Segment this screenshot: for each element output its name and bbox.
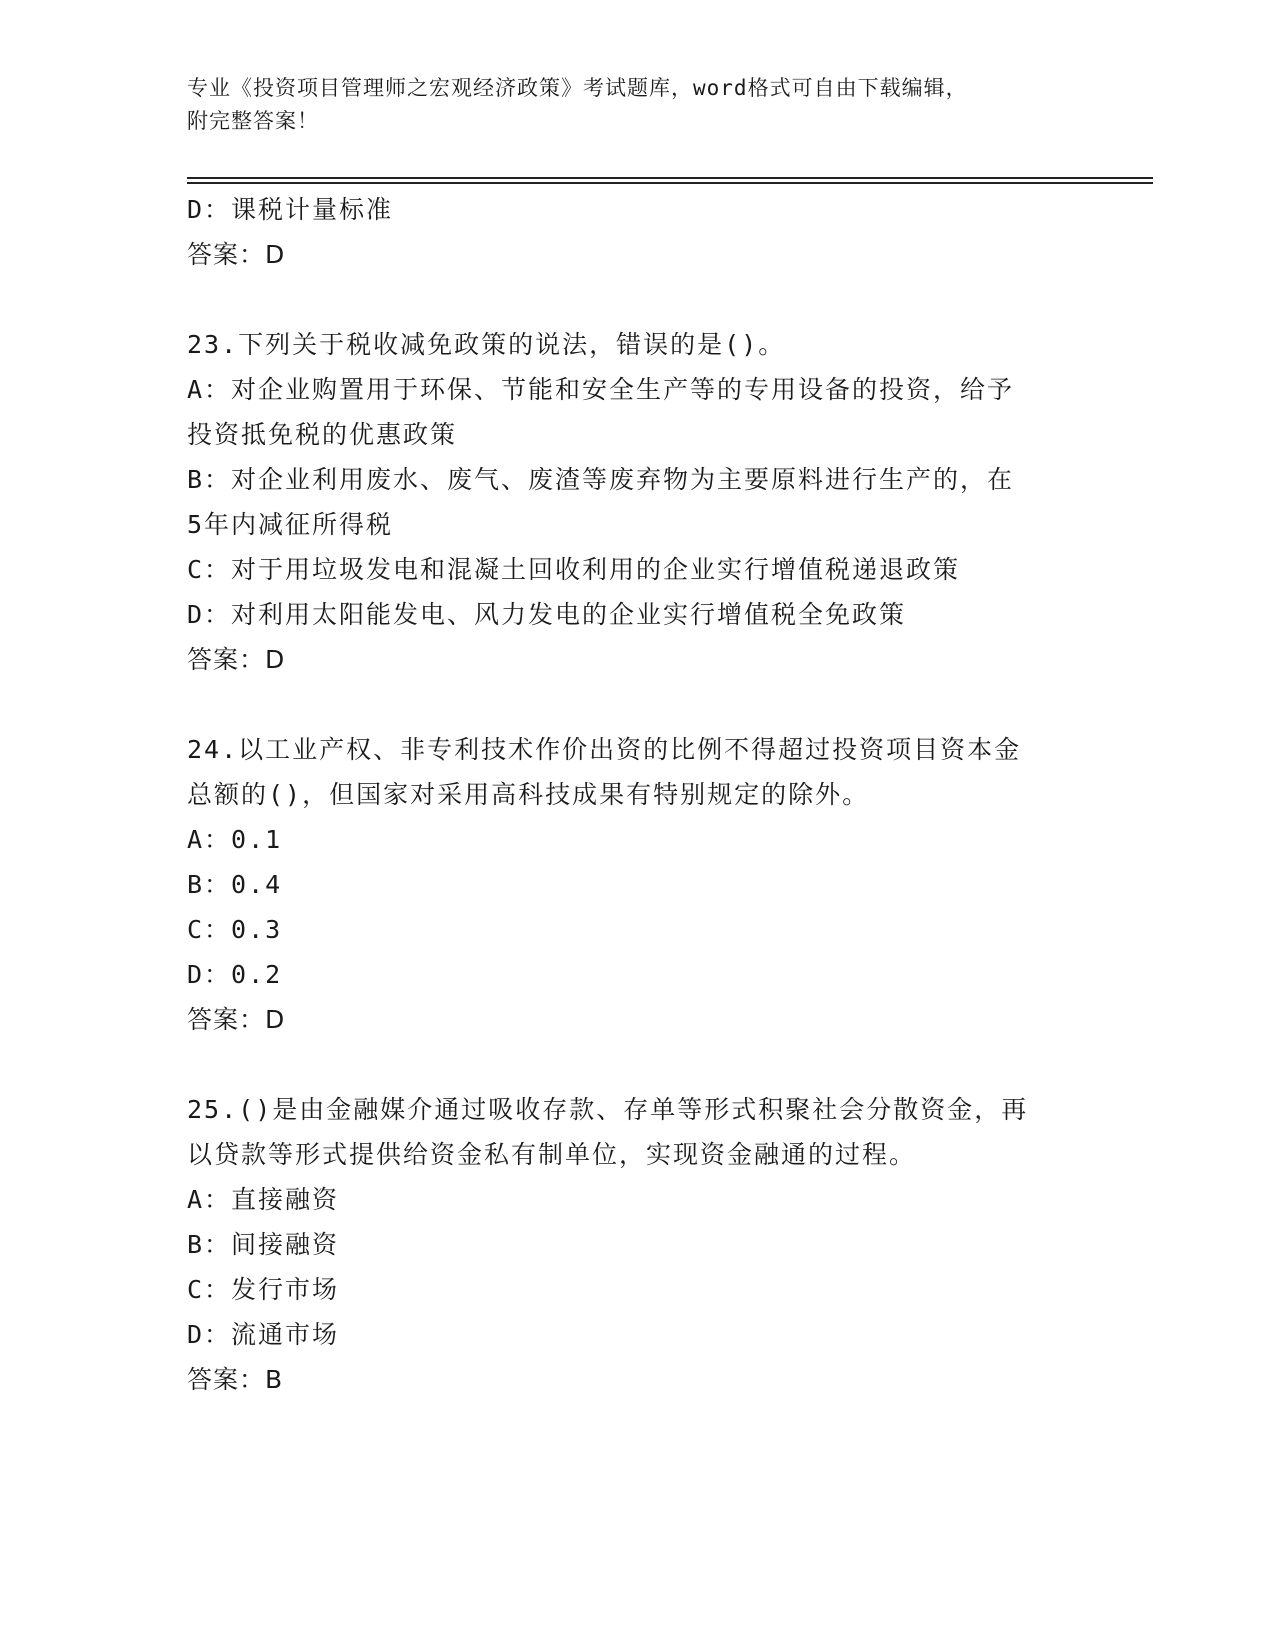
spacer <box>187 682 1087 727</box>
question-23 <box>187 322 1087 682</box>
spacer <box>187 277 1087 322</box>
header-line-1: 专业《投资项目管理师之宏观经济政策》考试题库，word格式可自由下载编辑， <box>187 76 968 100</box>
answer-line: 答案：D <box>187 1005 286 1034</box>
option-a-continued: 投资抵免税的优惠政策 <box>187 420 458 449</box>
option-d: D：0.2 <box>187 960 283 989</box>
option-d: D：对利用太阳能发电、风力发电的企业实行增值税全免政策 <box>187 600 907 629</box>
document-body <box>187 187 1087 1402</box>
option-d: D：课税计量标准 <box>187 195 394 224</box>
option-a: A：0.1 <box>187 825 283 854</box>
option-c: C：0.3 <box>187 915 283 944</box>
option-b-continued: 5年内减征所得税 <box>187 510 394 539</box>
option-b: B：间接融资 <box>187 1230 340 1259</box>
option-c: C：发行市场 <box>187 1275 340 1304</box>
question-stem: 23.下列关于税收减免政策的说法，错误的是()。 <box>187 330 786 359</box>
option-b: B：0.4 <box>187 870 283 899</box>
option-c: C：对于用垃圾发电和混凝土回收利用的企业实行增值税递退政策 <box>187 555 961 584</box>
previous-question-tail <box>187 187 1087 277</box>
header-divider-bottom <box>187 182 1153 184</box>
option-d: D：流通市场 <box>187 1320 340 1349</box>
header-divider-top <box>187 177 1153 179</box>
question-stem-continued: 总额的()，但国家对采用高科技成果有特别规定的除外。 <box>187 780 870 809</box>
answer-line: 答案：B <box>187 1365 284 1394</box>
question-24 <box>187 727 1087 1042</box>
option-b: B：对企业利用废水、废气、废渣等废弃物为主要原料进行生产的，在 <box>187 465 1015 494</box>
answer-line: 答案：D <box>187 645 286 674</box>
header-line-2: 附完整答案！ <box>187 109 319 133</box>
question-25 <box>187 1087 1087 1402</box>
answer-line: 答案：D <box>187 240 286 269</box>
question-stem: 24.以工业产权、非专利技术作价出资的比例不得超过投资项目资本金 <box>187 735 1022 764</box>
question-stem: 25.()是由金融媒介通过吸收存款、存单等形式积聚社会分散资金，再 <box>187 1095 1029 1124</box>
option-a: A：对企业购置用于环保、节能和安全生产等的专用设备的投资，给予 <box>187 375 1015 404</box>
spacer <box>187 1042 1087 1087</box>
document-header <box>187 72 1067 138</box>
question-stem-continued: 以贷款等形式提供给资金私有制单位，实现资金融通的过程。 <box>187 1140 917 1169</box>
option-a: A：直接融资 <box>187 1185 340 1214</box>
